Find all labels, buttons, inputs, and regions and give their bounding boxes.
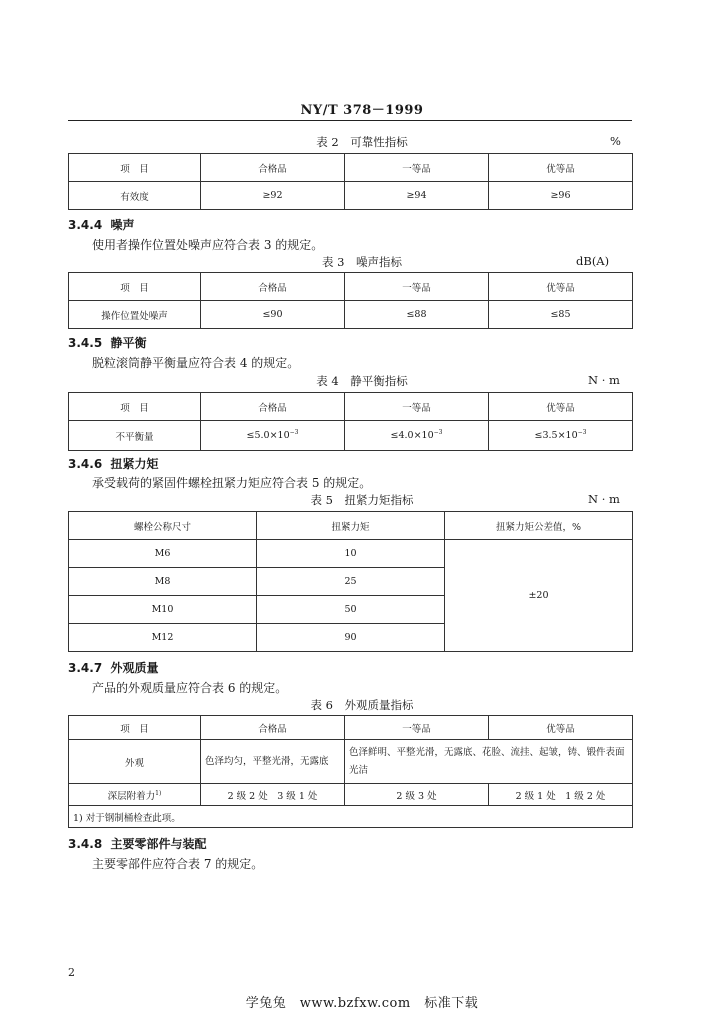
table2: [68, 153, 633, 210]
section-3-4-7-heading: [68, 659, 159, 676]
table6-caption: 表 6 外观质量指标: [310, 698, 414, 712]
table4: [68, 392, 633, 451]
table2-cell: ≥96: [489, 182, 633, 210]
section-title: 噪声: [110, 218, 135, 232]
table6-header-qualified: 合格品: [201, 716, 345, 740]
table2-cell: ≥94: [345, 182, 489, 210]
table6: [68, 715, 633, 828]
section-number: 3.4.8: [68, 837, 103, 851]
table2-caption: 表 2 可靠性指标: [316, 135, 408, 149]
section-title: 主要零部件与装配: [110, 837, 207, 851]
watermark-footer: 学兔兔 www.bzfxw.com 标准下载: [245, 996, 479, 1011]
table5-torque: 50: [257, 596, 445, 624]
section-3-4-8-paragraph: 主要零部件应符合表 7 的规定。: [92, 857, 264, 871]
section-3-4-8-heading: [68, 835, 207, 852]
section-3-4-4-paragraph: 使用者操作位置处噪声应符合表 3 的规定。: [92, 238, 324, 252]
table6-header-item: 项 目: [69, 716, 201, 740]
section-3-4-5-heading: [68, 334, 147, 351]
table6-adhesion-qualified: 2 级 2 处 3 级 1 处: [201, 784, 345, 806]
table4-header-first: 一等品: [345, 393, 489, 421]
table4-header-qualified: 合格品: [201, 393, 345, 421]
table3-row-label: 操作位置处噪声: [69, 301, 201, 329]
table4-header-premium: 优等品: [489, 393, 633, 421]
table5-torque: 90: [257, 624, 445, 652]
table3-unit: dB(A): [576, 254, 610, 268]
value-mantissa: ≤5.0×10: [246, 430, 290, 442]
table4-caption: 表 4 静平衡指标: [316, 374, 408, 388]
table6-header-premium: 优等品: [489, 716, 633, 740]
footnote-marker: 1): [155, 789, 162, 797]
value-exponent: −3: [289, 429, 299, 437]
section-3-4-4-heading: [68, 216, 135, 233]
table2-unit: %: [610, 134, 621, 148]
table4-unit: N · m: [588, 373, 620, 387]
value-mantissa: ≤4.0×10: [390, 430, 434, 442]
table5-header-size: 螺栓公称尺寸: [69, 512, 257, 540]
value-exponent: −3: [433, 429, 443, 437]
table5-size: M12: [69, 624, 257, 652]
table6-appearance-label: 外观: [69, 740, 201, 784]
table5-header-tolerance: 扭紧力矩公差值，%: [445, 512, 633, 540]
table4-header-item: 项 目: [69, 393, 201, 421]
table2-header-premium: 优等品: [489, 154, 633, 182]
table4-cell: [201, 421, 345, 451]
table5: [68, 511, 633, 652]
table6-adhesion-premium: 2 级 1 处 1 级 2 处: [489, 784, 633, 806]
section-title: 外观质量: [110, 661, 159, 675]
section-title: 静平衡: [110, 336, 147, 350]
section-3-4-7-paragraph: 产品的外观质量应符合表 6 的规定。: [92, 681, 288, 695]
table6-adhesion-first: 2 级 3 处: [345, 784, 489, 806]
table2-header-first: 一等品: [345, 154, 489, 182]
section-number: 3.4.5: [68, 336, 103, 350]
table2-row-label: 有效度: [69, 182, 201, 210]
table6-adhesion-label: 深层附着力: [107, 790, 156, 802]
section-3-4-6-paragraph: 承受载荷的紧固件螺栓扭紧力矩应符合表 5 的规定。: [92, 476, 372, 490]
table6-header-first: 一等品: [345, 716, 489, 740]
table3-caption: 表 3 噪声指标: [322, 255, 402, 269]
table5-caption: 表 5 扭紧力矩指标: [310, 493, 414, 507]
table6-adhesion-label-cell: [69, 784, 201, 806]
table3-header-premium: 优等品: [489, 273, 633, 301]
section-number: 3.4.4: [68, 218, 103, 232]
table3-cell: ≤90: [201, 301, 345, 329]
table3-header-qualified: 合格品: [201, 273, 345, 301]
table6-appearance-first-premium: 色泽鲜明、平整光滑，无露底、花脸、流挂、起皱，铸、锻件表面光洁: [345, 740, 633, 784]
table3-cell: ≤88: [345, 301, 489, 329]
header-rule: [68, 120, 632, 121]
section-number: 3.4.6: [68, 457, 103, 471]
page-number: 2: [68, 966, 75, 979]
section-3-4-6-heading: [68, 455, 159, 472]
table5-size: M10: [69, 596, 257, 624]
value-mantissa: ≤3.5×10: [534, 430, 578, 442]
table3-header-first: 一等品: [345, 273, 489, 301]
table5-tolerance-value: ±20: [445, 540, 633, 652]
table5-size: M8: [69, 568, 257, 596]
section-title: 扭紧力矩: [110, 457, 159, 471]
table3-cell: ≤85: [489, 301, 633, 329]
table4-row-label: 不平衡量: [69, 421, 201, 451]
value-exponent: −3: [577, 429, 587, 437]
table4-cell: [345, 421, 489, 451]
table4-cell: [489, 421, 633, 451]
table2-header-qualified: 合格品: [201, 154, 345, 182]
document-header: NY/T 378－1999: [300, 103, 424, 118]
table3-header-item: 项 目: [69, 273, 201, 301]
table3: [68, 272, 633, 329]
table5-torque: 10: [257, 540, 445, 568]
section-number: 3.4.7: [68, 661, 103, 675]
table5-unit: N · m: [588, 492, 620, 506]
table2-cell: ≥92: [201, 182, 345, 210]
table5-size: M6: [69, 540, 257, 568]
table6-footnote: 1) 对于钢制桶检查此项。: [69, 806, 633, 828]
table2-header-item: 项 目: [69, 154, 201, 182]
section-3-4-5-paragraph: 脱粒滚筒静平衡量应符合表 4 的规定。: [92, 356, 300, 370]
table6-appearance-qualified: 色泽均匀，平整光滑，无露底: [201, 740, 345, 784]
table5-torque: 25: [257, 568, 445, 596]
table5-header-torque: 扭紧力矩: [257, 512, 445, 540]
